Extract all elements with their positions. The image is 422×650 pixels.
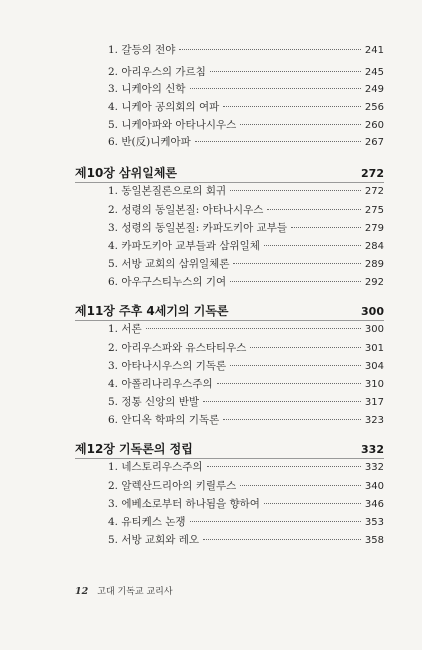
toc-entry-label: 1. 서론: [108, 323, 142, 335]
page-number: 12: [75, 586, 89, 597]
toc-entry-page: 332: [364, 462, 384, 473]
toc-entry-label: 5. 서방 교회의 삼위일체론: [108, 258, 230, 270]
leader-dots: [291, 227, 361, 228]
toc-entry: [108, 342, 384, 355]
toc-entry-page: 260: [364, 120, 384, 131]
toc-entry-label: 1. 네스토리우스주의: [108, 461, 203, 473]
leader-dots: [195, 141, 361, 142]
toc-entry-page: 310: [364, 379, 384, 390]
toc-entry-page: 256: [364, 102, 384, 113]
leader-dots: [267, 209, 360, 210]
leader-dots: [264, 245, 361, 246]
toc-entry-label: 1. 갈등의 전야: [108, 44, 176, 56]
toc-entry-page: 249: [364, 84, 384, 95]
toc-entry-page: 353: [364, 517, 384, 528]
toc-entry-label: 6. 안디옥 학파의 기독론: [108, 414, 220, 426]
toc-entry: [108, 101, 384, 114]
chapter-title: 제12장 기독론의 정립: [75, 442, 193, 456]
toc-entry-page: 272: [364, 186, 384, 197]
leader-dots: [179, 49, 360, 50]
toc-entry: [108, 276, 384, 289]
toc-entry-label: 6. 아우구스티누스의 기여: [108, 276, 227, 288]
leader-dots: [240, 485, 361, 486]
chapter-page: 332: [361, 443, 384, 456]
toc-entry-label: 4. 아폴리나리우스주의: [108, 378, 213, 390]
chapter-title: 제10장 삼위일체론: [75, 166, 178, 180]
leader-dots: [190, 521, 361, 522]
toc-entry: [108, 480, 384, 493]
toc-entry-page: 275: [364, 205, 384, 216]
leader-dots: [230, 365, 361, 366]
toc-entry-label: 3. 아타나시우스의 기독론: [108, 360, 227, 372]
toc-entry-page: 304: [364, 361, 384, 372]
toc-entry-page: 241: [364, 45, 384, 56]
toc-entry: [108, 204, 384, 217]
leader-dots: [207, 466, 361, 467]
toc-entry-label: 4. 유티케스 논쟁: [108, 516, 186, 528]
leader-dots: [146, 328, 361, 329]
leader-dots: [233, 263, 360, 264]
toc-entry: [108, 378, 384, 391]
toc-entry-page: 245: [364, 67, 384, 78]
toc-entry: [108, 119, 384, 132]
toc-entry-label: 3. 성령의 동일본질: 카파도키아 교부들: [108, 222, 288, 234]
toc-entry-page: 292: [364, 277, 384, 288]
toc-entry-label: 4. 니케아 공의회의 여파: [108, 101, 220, 113]
chapter-title: 제11장 주후 4세기의 기독론: [75, 304, 229, 318]
leader-dots: [223, 106, 361, 107]
toc-entry-label: 5. 서방 교회와 레오: [108, 534, 200, 546]
toc-entry: [108, 44, 384, 57]
toc-entry-page: 289: [364, 259, 384, 270]
toc-entry-label: 2. 아리우스파와 유스타티우스: [108, 342, 247, 354]
leader-dots: [250, 347, 360, 348]
toc-entry: [108, 498, 384, 511]
leader-dots: [203, 401, 361, 402]
toc-entry-label: 3. 에베소로부터 하나됨을 향하여: [108, 498, 260, 510]
running-title: 고대 기독교 교리사: [97, 587, 173, 597]
toc-entry-label: 2. 아리우스의 가르침: [108, 66, 206, 78]
toc-entry-label: 2. 알렉산드리아의 키릴루스: [108, 480, 237, 492]
toc-entry: [108, 516, 384, 529]
chapter-rule: [75, 458, 384, 459]
chapter-page: 272: [361, 167, 384, 180]
chapter-page: 300: [361, 305, 384, 318]
page-footer: [75, 584, 173, 597]
leader-dots: [190, 88, 361, 89]
toc-entry: [108, 258, 384, 271]
toc-entry-label: 1. 동일본질론으로의 회귀: [108, 185, 227, 197]
toc-entry: [108, 222, 384, 235]
leader-dots: [230, 190, 361, 191]
toc-entry: [108, 185, 384, 198]
toc-entry-page: 301: [364, 343, 384, 354]
chapter-rule: [75, 182, 384, 183]
toc-entry-label: 5. 정통 신앙의 반발: [108, 396, 200, 408]
toc-entry-page: 300: [364, 324, 384, 335]
toc-entry-page: 267: [364, 137, 384, 148]
toc-entry: [108, 396, 384, 409]
toc-entry-page: 346: [364, 499, 384, 510]
toc-entry: [108, 83, 384, 96]
leader-dots: [223, 419, 361, 420]
toc-entry-label: 6. 반(反)니케아파: [108, 136, 191, 148]
toc-entry: [108, 136, 384, 149]
toc-entry-page: 317: [364, 397, 384, 408]
toc-entry-page: 358: [364, 535, 384, 546]
toc-entry-page: 279: [364, 223, 384, 234]
toc-entry-page: 323: [364, 415, 384, 426]
toc-entry-label: 3. 니케아의 신학: [108, 83, 186, 95]
toc-entry: [108, 461, 384, 474]
toc-entry-label: 4. 카파도키아 교부들과 삼위일체: [108, 240, 260, 252]
leader-dots: [230, 281, 361, 282]
toc-entry: [108, 414, 384, 427]
toc-entry: [108, 66, 384, 79]
chapter-rule: [75, 320, 384, 321]
toc-entry-label: 5. 니케아파와 아타나시우스: [108, 119, 237, 131]
toc-entry-page: 284: [364, 241, 384, 252]
leader-dots: [264, 503, 361, 504]
chapter-heading: [75, 442, 384, 457]
toc-entry-page: 340: [364, 481, 384, 492]
leader-dots: [217, 383, 361, 384]
leader-dots: [210, 71, 361, 72]
chapter-heading: [75, 166, 384, 181]
toc-entry: [108, 360, 384, 373]
chapter-heading: [75, 304, 384, 319]
toc-entry: [108, 240, 384, 253]
toc-entry-label: 2. 성령의 동일본질: 아타나시우스: [108, 204, 264, 216]
leader-dots: [240, 124, 361, 125]
leader-dots: [203, 539, 361, 540]
toc-entry: [108, 323, 384, 336]
toc-entry: [108, 534, 384, 547]
